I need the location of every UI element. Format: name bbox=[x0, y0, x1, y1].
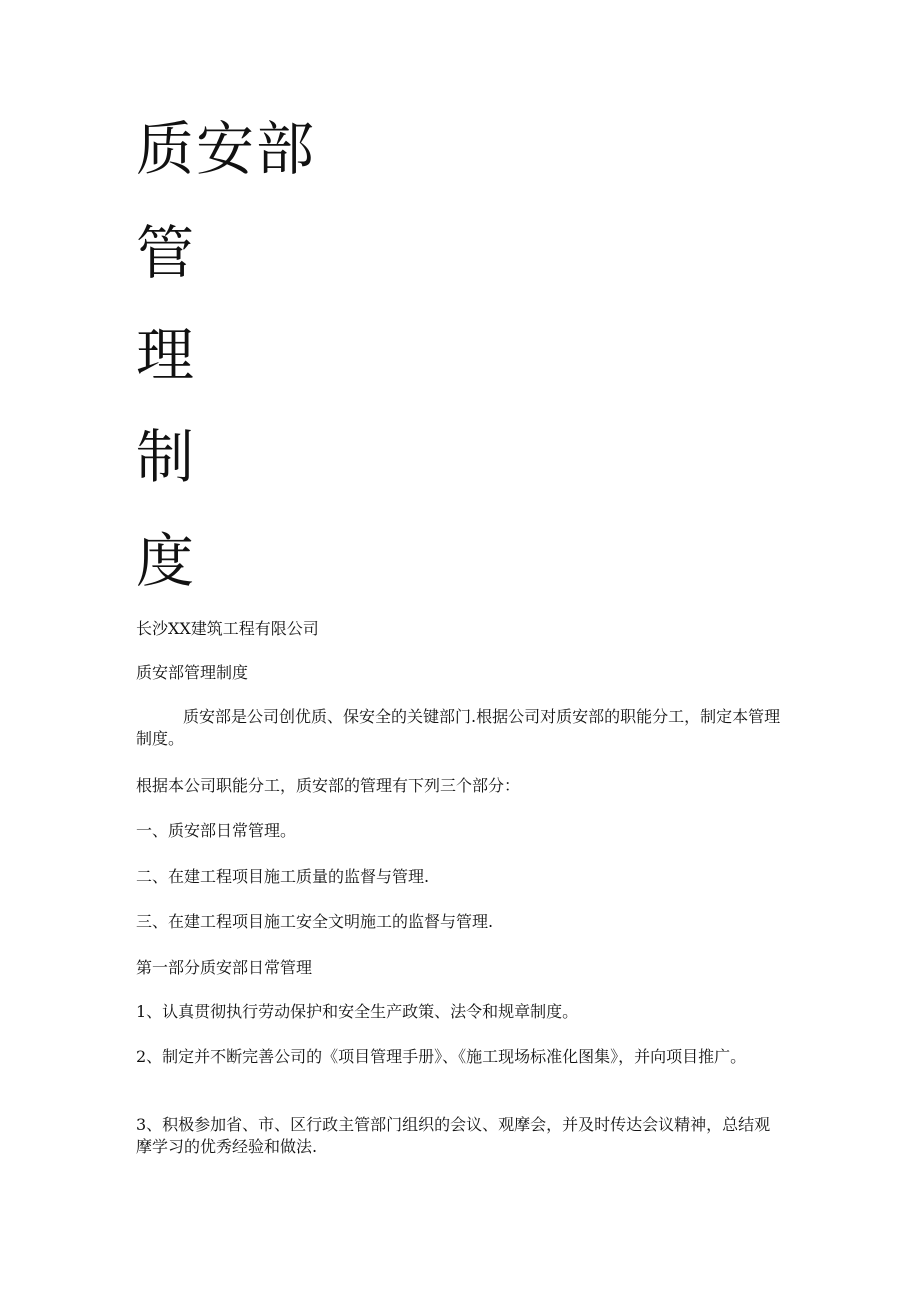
title-line-5: 度 bbox=[136, 527, 197, 595]
division-intro: 根据本公司职能分工，质安部的管理有下列三个部分： bbox=[136, 776, 521, 795]
document-heading: 质安部管理制度 bbox=[136, 663, 249, 682]
title-line-3: 理 bbox=[136, 321, 197, 389]
section-heading: 第一部分质安部日常管理 bbox=[136, 958, 313, 977]
rule-item-3: 3、积极参加省、市、区行政主管部门组织的会议、观摩会，并及时传达会议精神，总结观摩学习的优秀经验和做法. bbox=[136, 1115, 771, 1156]
intro-paragraph: 质安部是公司创优质、保安全的关键部门.根据公司对质安部的职能分工，制定本管理制度。 bbox=[136, 707, 781, 748]
company-name: 长沙XX建筑工程有限公司 bbox=[136, 619, 319, 638]
rule-item-1: 1、认真贯彻执行劳动保护和安全生产政策、法令和规章制度。 bbox=[136, 1002, 579, 1021]
title-line-2: 管 bbox=[136, 219, 197, 287]
title-line-4: 制 bbox=[136, 423, 197, 491]
part-item-3: 三、在建工程项目施工安全文明施工的监督与管理. bbox=[136, 912, 494, 931]
rule-item-2: 2、制定并不断完善公司的《项目管理手册》、《施工现场标准化图集》，并向项目推广。 bbox=[136, 1047, 747, 1066]
part-item-1: 一、质安部日常管理。 bbox=[136, 821, 297, 840]
title-line-1: 质安部 bbox=[136, 115, 317, 183]
part-item-2: 二、在建工程项目施工质量的监督与管理. bbox=[136, 867, 430, 886]
